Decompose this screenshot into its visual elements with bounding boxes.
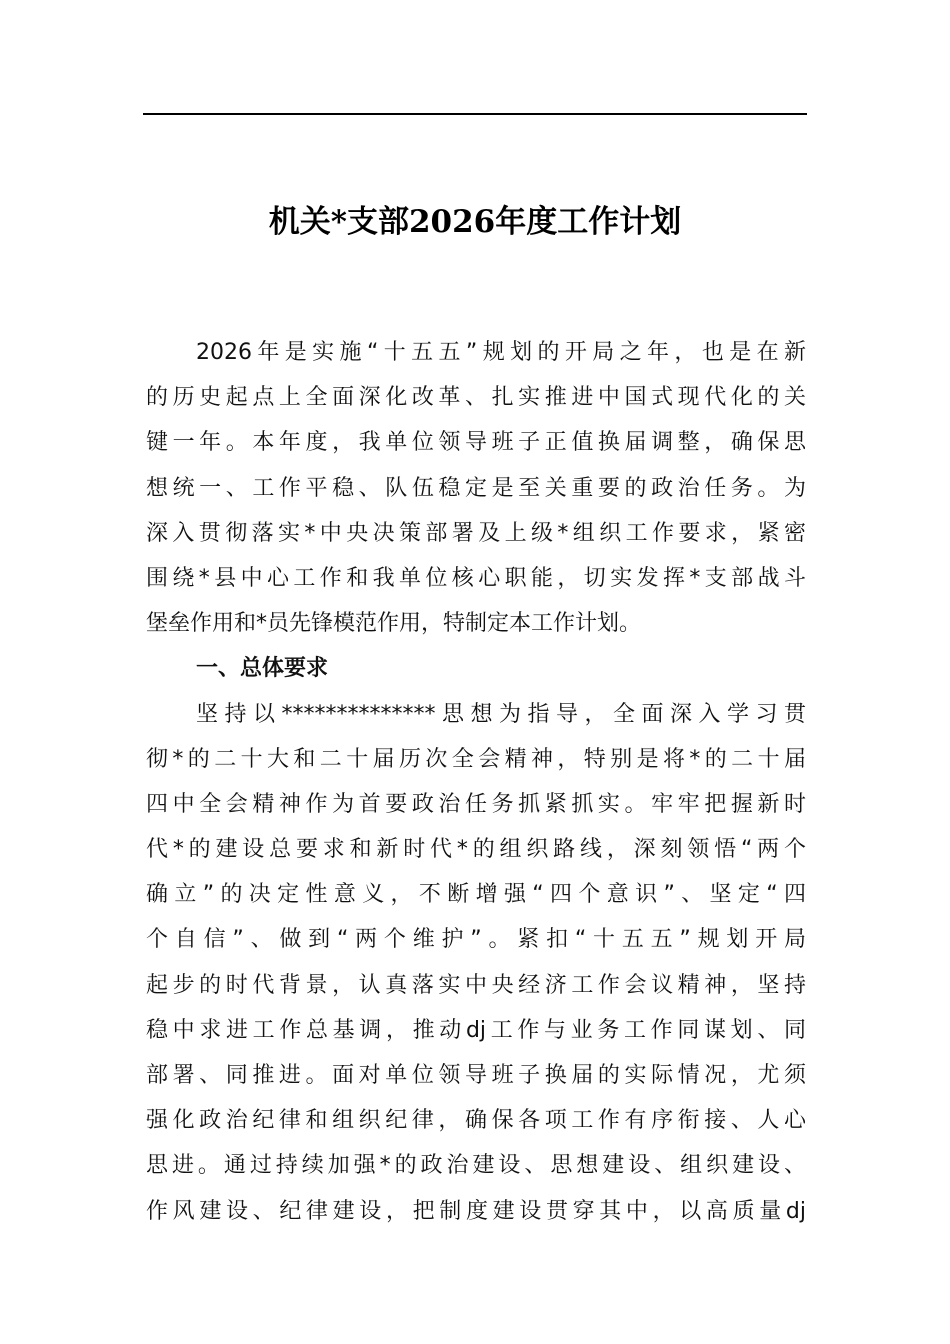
text-line: 键一年。本年度，我单位领导班子正值换届调整，确保思 [146,430,806,456]
intro-paragraph [146,330,806,646]
text-line: 部署、同推进。面对单位领导班子换届的实际情况，尤须 [146,1063,806,1088]
text-line: 稳中求进工作总基调，推动dj工作与业务工作同谋划、同 [146,1017,806,1043]
text-line: 思进。通过持续加强*的政治建设、思想建设、组织建设、 [146,1153,806,1179]
text-line: 围绕*县中心工作和我单位核心职能，切实发挥*支部战斗 [146,565,806,591]
text-line: 深入贯彻落实*中央决策部署及上级*组织工作要求，紧密 [146,520,806,546]
text-line: 四中全会精神作为首要政治任务抓紧抓实。牢牢把握新时 [146,791,806,817]
text-line: 确立”的决定性意义，不断增强“四个意识”、坚定“四 [146,882,806,908]
text-line: 的历史起点上全面深化改革、扎实推进中国式现代化的关 [146,385,806,411]
text-line: 作风建设、纪律建设，把制度建设贯穿其中，以高质量dj [146,1198,806,1224]
text-line: 想统一、工作平稳、队伍稳定是至关重要的政治任务。为 [146,475,806,501]
text-line: 堡垒作用和*员先锋模范作用，特制定本工作计划。 [146,611,642,637]
text-line: 个自信”、做到“两个维护”。紧扣“十五五”规划开局 [146,927,806,953]
document-title: 机关*支部2026年度工作计划 [268,204,682,240]
text-line: 代*的建设总要求和新时代*的组织路线，深刻领悟“两个 [146,837,806,863]
text-line: 彻*的二十大和二十届历次全会精神，特别是将*的二十届 [146,746,806,772]
section-heading-text: 一、总体要求 [196,656,329,682]
document-body [146,330,806,1234]
header-rule-divider [143,113,807,115]
general-requirements-paragraph [146,692,806,1234]
text-line: 2026年是实施“十五五”规划的开局之年，也是在新 [196,340,806,365]
text-line: 起步的时代背景，认真落实中央经济工作会议精神，坚持 [146,972,806,998]
section-heading [146,646,806,691]
text-line: 强化政治纪律和组织纪律，确保各项工作有序衔接、人心 [146,1108,806,1134]
text-line: 坚持以**************思想为指导，全面深入学习贯 [196,701,806,727]
